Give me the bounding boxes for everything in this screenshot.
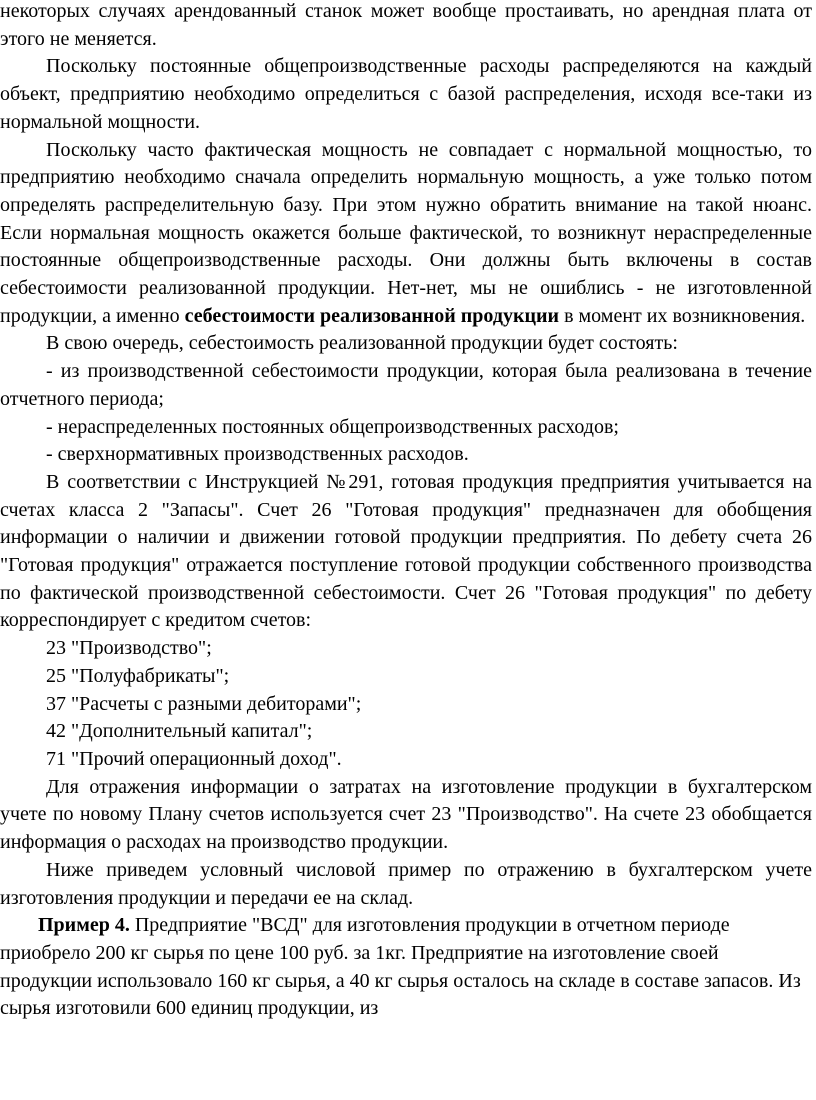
list-item: - из производственной себестоимости продукции, которая была реализована в течение отчетного периода; [0, 360, 812, 410]
example-label: Пример 4. [38, 914, 130, 937]
list-item: - сверхнормативных производственных расходов. [46, 443, 469, 466]
account-item: 25 "Полуфабрикаты"; [46, 664, 230, 687]
list-item: - нераспределенных постоянных общепроизводственных расходов; [46, 415, 619, 438]
paragraph-text: Поскольку часто фактическая мощность не совпадает с нормальной мощностью, то предприятию необходимо сначала определить нормальную мощность, а уже только потом определять распределительную базу. При этом нужно обратить внимание на такой нюанс. Если нормальная мощность окажется больше фактической, то возникнут нераспределенные постоянные общепроизводственные расходы. Они должны быть включены в состав себестоимости реализованной продукции. Нет-нет, мы не ошиблись - не изготовленной продукции, а именно [0, 138, 812, 327]
paragraph: некоторых случаях арендованный станок может вообще простаивать, но арендная плата от этого не меняется. [0, 0, 812, 50]
paragraph: Для отражения информации о затратах на изготовление продукции в бухгалтерском учете по новому Плану счетов используется счет 23 "Производство". На счете 23 обобщается информация о расходах на производство продукции. [0, 775, 812, 854]
paragraph [0, 137, 812, 331]
bold-phrase: себестоимости реализованной продукции [184, 304, 560, 327]
paragraph: Поскольку постоянные общепроизводственные расходы распределяются на каждый объект, предприятию необходимо определиться с базой распределения, исходя все-таки из нормальной мощности. [0, 55, 812, 133]
paragraph: В свою очередь, себестоимость реализованной продукции будет состоять: [46, 332, 678, 355]
account-item: 23 "Производство"; [46, 637, 212, 660]
example-text: Предприятие "ВСД" для изготовления продукции в отчетном периоде приобрело 200 кг сырья по цене 100 руб. за 1кг. Предприятие на изготовление своей продукции использовало 160 кг сырья, а 40 кг сырья осталось на складе в составе запасов. Из сырья изготовили 600 единиц продукции, из [0, 914, 801, 1020]
account-item: 71 "Прочий операционный доход". [46, 747, 342, 770]
paragraph: В соответствии с Инструкцией №291, готовая продукция предприятия учитывается на счетах класса 2 "Запасы". Счет 26 "Готовая продукция" предназначен для обобщения информации о наличии и движении готовой продукции предприятия. По дебету счета 26 "Готовая продукция" отражается поступление готовой продукции собственного производства по фактической производственной себестоимости. Счет 26 "Готовая продукция" по дебету корреспондирует с кредитом счетов: [0, 470, 812, 632]
paragraph-text: в момент их возникновения. [559, 304, 806, 327]
example-paragraph [0, 912, 812, 1023]
paragraph: Ниже приведем условный числовой пример по отражению в бухгалтерском учете изготовления продукции и передачи ее на склад. [0, 858, 812, 909]
account-item: 37 "Расчеты с разными дебиторами"; [46, 692, 362, 715]
account-item: 42 "Дополнительный капитал"; [46, 720, 313, 743]
